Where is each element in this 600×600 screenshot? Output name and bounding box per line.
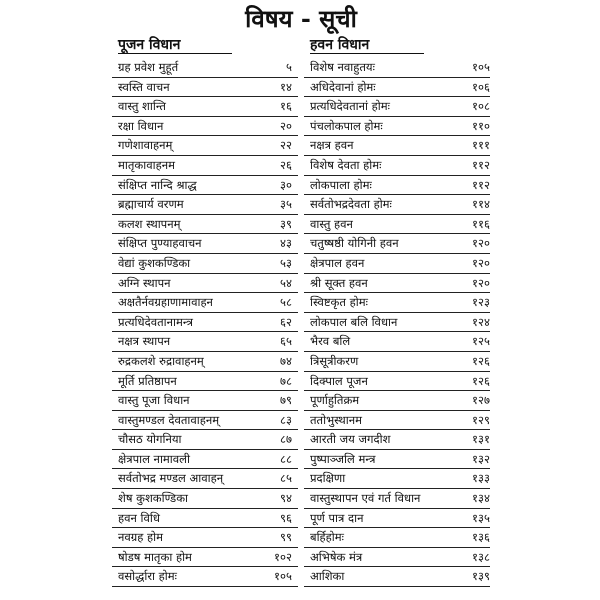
contents-row [112,313,298,333]
entry-page-number: ११२ [472,177,490,192]
entry-title: पंचलोकपाल होमः [310,118,383,133]
entry-title: ग्रह प्रवेश मुहूर्त [118,60,179,74]
entry-page-number: ६५ [280,334,292,349]
contents-row [112,489,298,509]
entry-title: वास्तु हवन [310,216,353,231]
entry-title: अग्नि स्थापन [118,275,171,290]
contents-row [112,332,298,352]
entry-page-number: १३२ [472,451,490,466]
entry-page-number: १३३ [472,471,490,486]
entry-title: वास्तुमण्डल देवतावाहनम् [118,412,220,427]
entry-title: पुष्पाञ्जलि मन्त्र [310,451,376,466]
column-heading-text: हवन विधान [310,37,370,53]
entry-page-number: ५ [286,60,292,74]
column-heading [304,34,490,56]
entry-page-number: १०२ [274,549,292,564]
contents-row [304,391,490,411]
entry-page-number: ६२ [280,314,292,329]
entry-page-number: ४३ [280,236,292,251]
contents-row [304,274,490,294]
entry-title: आरती जय जगदीश [310,432,391,447]
entry-page-number: ५३ [280,255,292,270]
contents-row [304,509,490,529]
entry-page-number: १२६ [472,353,490,368]
entry-title: अक्षतैर्नवग्रहाणामावाहन [118,295,213,310]
contents-row [112,215,298,235]
entry-page-number: ८८ [280,451,292,466]
entry-title: लोकपाल बलि विधान [310,314,398,329]
entry-page-number: १२० [472,255,490,270]
contents-row [112,78,298,98]
entry-page-number: १३१ [472,432,490,447]
contents-row [304,411,490,431]
contents-row [304,215,490,235]
contents-row [112,430,298,450]
entry-title: दिक्पाल पूजन [310,373,368,388]
contents-row [304,352,490,372]
contents-row [112,176,298,196]
entry-title: विशेष देवता होमः [310,157,382,172]
entry-page-number: २६ [280,157,292,172]
entry-title: रुद्रकलशे रुद्रावाहनम् [118,353,204,368]
contents-row [304,489,490,509]
entry-page-number: १२० [472,275,490,290]
entry-page-number: ५८ [280,295,292,310]
entry-title: नक्षत्र स्थापन [118,334,171,349]
entry-page-number: ५४ [280,275,292,290]
contents-row [304,293,490,313]
entry-title: गणेशावाहनम् [118,138,173,153]
contents-row [304,136,490,156]
entry-page-number: १३५ [472,510,490,525]
entry-page-number: १२० [472,236,490,251]
entry-page-number: ९९ [280,530,292,545]
contents-row [304,97,490,117]
contents-row [304,548,490,568]
contents-row [304,156,490,176]
entry-page-number: १२९ [472,412,490,427]
entry-page-number: १११ [472,138,490,153]
entry-title: सर्वतोभद्र मण्डल आवाहन् [118,471,224,486]
contents-row [304,469,490,489]
entry-title: रक्षा विधान [118,118,164,133]
entry-page-number: १०८ [472,99,490,114]
contents-row [112,528,298,548]
contents-list [304,58,490,587]
contents-row [112,372,298,392]
entry-page-number: १०५ [274,569,292,584]
entry-title: पूर्णाहुतिक्रम [310,393,360,408]
entry-page-number: ३० [280,177,292,192]
index-page [112,0,490,600]
contents-row [112,58,298,78]
entry-title: अभिषेक मंत्र [310,549,363,564]
entry-page-number: १२३ [472,295,490,310]
column-heading-text: पूजन विधान [118,37,181,53]
entry-title: वास्तु पूजा विधान [118,393,190,408]
contents-row [304,254,490,274]
entry-title: त्रिसूत्रीकरण [310,353,359,368]
entry-title: वास्तु शान्ति [118,99,166,114]
heading-underline [310,53,424,54]
entry-page-number: १३४ [472,491,490,506]
contents-row [112,352,298,372]
entry-title: ब्रह्माचार्य वरणम [118,197,184,212]
entry-page-number: ११४ [472,197,490,212]
entry-title: प्रदक्षिणा [310,471,346,486]
contents-row [112,274,298,294]
entry-page-number: १२५ [472,334,490,349]
entry-title: पूर्ण पात्र दान [310,510,364,525]
entry-page-number: ८३ [280,412,292,427]
entry-page-number: १२६ [472,373,490,388]
contents-row [112,391,298,411]
entry-title: चौसठ योगनिया [118,432,182,447]
contents-row [304,450,490,470]
entry-page-number: ७९ [280,393,292,408]
entry-title: हवन विधि [118,510,160,525]
entry-page-number: १०६ [472,79,490,94]
entry-title: अधिदेवानां होमः [310,79,376,94]
contents-row [304,176,490,196]
entry-title: वेद्यां कुशकण्डिका [118,255,191,270]
contents-row [112,567,298,587]
puja-vidhan-column [112,34,298,587]
contents-row [304,117,490,137]
entry-page-number: १३८ [472,549,490,564]
entry-title: बर्हिहोमः [310,530,344,545]
entry-title: क्षेत्रपाल हवन [310,255,365,270]
page-title: विषय - सूची [245,4,357,33]
entry-page-number: २० [280,118,292,133]
entry-page-number: १६ [280,99,292,114]
entry-title: सर्वतोभद्रदेवता होमः [310,197,392,212]
entry-title: चतुष्षष्ठी योगिनी हवन [310,236,399,251]
entry-page-number: ८५ [280,471,292,486]
entry-title: षोडष मातृका होम [118,549,192,564]
entry-title: प्रत्यधिदेवतानां होमः [310,99,390,114]
entry-title: आशिका [310,569,345,584]
entry-page-number: २२ [280,138,292,153]
entry-title: भैरव बलि [310,334,351,349]
contents-row [112,509,298,529]
entry-page-number: ३५ [280,197,292,212]
contents-row [304,313,490,333]
entry-title: कलश स्थापनम् [118,216,181,231]
entry-page-number: ८७ [280,432,292,447]
contents-row [112,254,298,274]
contents-row [304,58,490,78]
contents-row [112,469,298,489]
heading-underline [118,53,232,54]
contents-row [304,195,490,215]
contents-row [112,195,298,215]
contents-row [112,293,298,313]
entry-title: मातृकावाहनम [118,157,175,172]
entry-page-number: १२७ [472,393,490,408]
entry-page-number: १२४ [472,314,490,329]
contents-row [304,567,490,587]
contents-row [304,430,490,450]
entry-page-number: ११६ [472,216,490,231]
contents-row [112,136,298,156]
entry-title: लोकपाला होमः [310,177,372,192]
contents-row [112,97,298,117]
entry-title: नवग्रह होम [118,530,163,545]
entry-title: शेष कुशकण्डिका [118,491,189,506]
contents-row [112,156,298,176]
entry-title: क्षेत्रपाल नामावली [118,451,190,466]
entry-title: मूर्ति प्रतिष्ठापन [118,373,177,388]
entry-title: संक्षिप्त पुण्याहवाचन [118,236,202,251]
contents-row [304,332,490,352]
entry-page-number: १३६ [472,530,490,545]
entry-page-number: ७४ [280,353,292,368]
contents-row [112,411,298,431]
entry-page-number: १०५ [472,60,490,74]
contents-row [304,528,490,548]
entry-title: विशेष नवाहुतयः [310,60,375,74]
havan-vidhan-column [304,34,490,587]
entry-title: स्विष्टकृत होमः [310,295,368,310]
contents-row [112,234,298,254]
contents-row [304,372,490,392]
entry-page-number: १४ [280,79,292,94]
entry-page-number: ७८ [280,373,292,388]
entry-title: ततोभुस्थानम [310,412,363,427]
contents-list [112,58,298,587]
entry-page-number: ११० [472,118,490,133]
contents-row [112,117,298,137]
entry-page-number: ३९ [280,216,292,231]
contents-row [304,78,490,98]
entry-title: श्री सूक्त हवन [310,275,368,290]
entry-page-number: ९४ [280,491,292,506]
entry-page-number: १३९ [472,569,490,584]
entry-title: वसोर्द्धारा होमः [118,569,177,584]
entry-title: स्वस्ति वाचन [118,79,170,94]
entry-page-number: ११२ [472,157,490,172]
entry-title: वास्तुस्थापन एवं गर्त विधान [310,491,421,506]
entry-title: प्रत्यधिदेवतानामन्त्र [118,314,193,329]
entry-title: संक्षिप्त नान्दि श्राद्ध [118,177,197,192]
contents-row [304,234,490,254]
entry-title: नक्षत्र हवन [310,138,354,153]
contents-row [112,450,298,470]
column-heading [112,34,298,56]
entry-page-number: ९६ [280,510,292,525]
contents-row [112,548,298,568]
